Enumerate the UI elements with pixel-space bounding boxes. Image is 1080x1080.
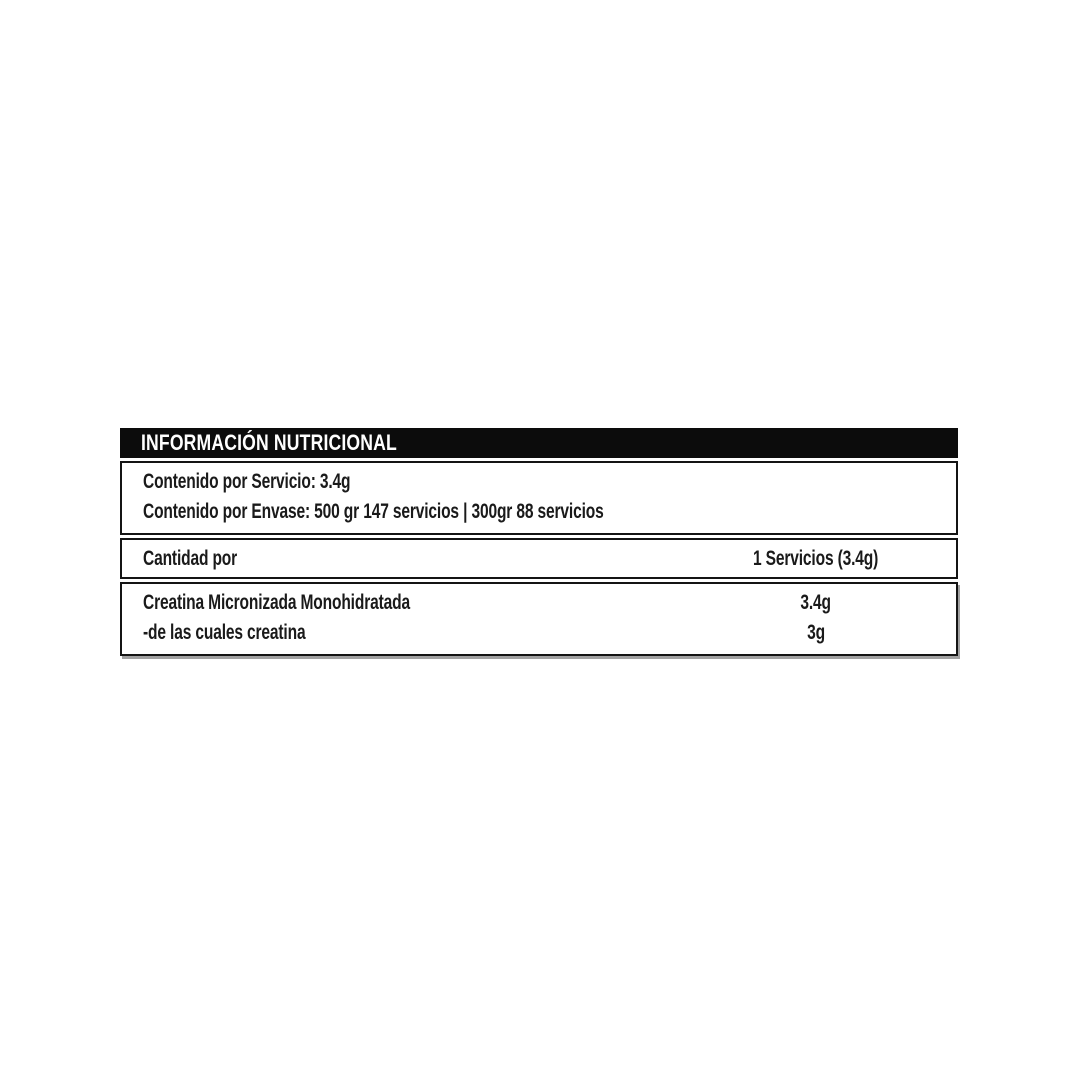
nutrient-value: 3g [807,621,825,644]
serving-info-section [120,461,958,535]
serving-line-2: Contenido por Envase: 500 gr 147 servicios | 300gr 88 servicios [143,500,604,523]
label-title: INFORMACIÓN NUTRICIONAL [141,430,397,455]
nutrition-label [120,428,958,656]
nutrient-row [122,618,956,648]
amount-header-section [120,538,958,579]
nutrient-value: 3.4g [800,591,832,614]
serving-line-1: Contenido por Servicio: 3.4g [143,470,351,493]
nutrient-name: Creatina Micronizada Monohidratada [143,591,410,614]
amount-header-row [122,540,956,577]
nutrient-row [122,588,956,618]
nutrients-section [120,582,958,656]
amount-header-value: 1 Servicios (3.4g) [753,546,879,570]
amount-header-label: Cantidad por [143,546,238,570]
nutrient-name: -de las cuales creatina [143,621,306,644]
label-header-bar [120,428,958,458]
